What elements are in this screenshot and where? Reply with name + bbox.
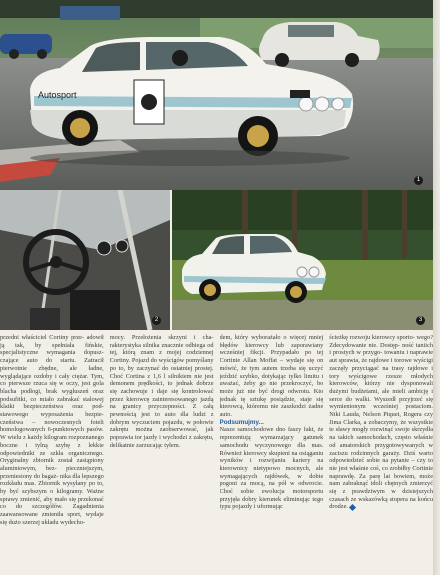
field-illustration (172, 190, 433, 330)
photo-race-car-main (0, 0, 433, 190)
interior-illustration (0, 190, 170, 330)
photo-car-field (172, 190, 433, 330)
article-column-1 (0, 334, 104, 570)
article-column-2 (110, 334, 214, 570)
photo-car-interior (0, 190, 170, 330)
column-1-text: przedni właściciel Cortiny prze- adowił ją tak, by spełniała fińskie, specjalistyczne wymagania dopusz- czające auto do startu. Zatracił pierwotnie zbędne, ale ładne, wyglądające ozdoby i cały ciężar. Tym, co pierwsze rzuca się w oczy, jest gola blacha podłogi, brak wygłuszeń oraz podsufitki, co miało zabrakać stalowej klatki bezpieczeństwa oraz pod- stawowego wyposażenia bezpie- czeństwa – nowoczesnych foteli homologowanych 6-punktowych pasów. W wielu z każdy kilogram rozpoznanego boczne i tylną szybę z lekkie odpowiedniki ze szkła organicznego. Oryginalny zbiornik został zastąpiony aluminiowym, bez- pieczniejszym, przeniesiony do bagaż- nika dla lepszego rozkładu mas. Zbiornik wysyłany po to, by być szybszym o kilogramy. Ważne sprawy zmienić, aby mało się przekonać co do szczegółów. Zagadnienia zaawansowane zmieniła sport, wydaje się dużo szerzej układu wydecho- (0, 334, 104, 526)
photo-number-badge: 2 (152, 316, 161, 325)
article-column-4 (329, 334, 433, 570)
column-2-text: mocy. Przełożenia skrzyni i cha- rakterystyka silnika znacznie odbiega od tej, którą znam z mojej codziennej Cortiny. Pojazd do wyścigów pomyślany po to, by zaczynać do ostatniej prostej. Choć Cortina z 1,6 l silnikiem nie jest demonem prędkości, to jednak dobrze się zachowuje i daje się kontrolować przez kierowcę zainteresowanego jazdą na granicy przyczepności. Z całą pewnością jest to auto dla ludzi z dobrym wyczuciem pojazdu, w połowie zakrętu można zaobserwować, jak poprawia tor jazdy i wychodzi z zakrętu, delikatnie zarzucając tyłem. (109, 334, 214, 449)
article-end-mark-icon (349, 503, 356, 510)
article-column-3 (220, 334, 324, 570)
subheading-summary: Podsumujmy... (219, 418, 264, 426)
column-3-text-part-2: Nasze samochodowe dno faszy fakt, że reprezentują wymarzający gatunek samochodu wyczynowego dla mas. Również kierowcy skupieni na osiąganiu wyników i rozwijaniu kariery na kierownicy nietypowo mocnych, ale wymagających rajdówek, w dobie pogoni za mocą, na pół w odwrocie. Choć sobie ewolucja motorsportu przyjęła dobry kierunek eliminując tego typu pojazdy i uformując (219, 426, 324, 511)
car-door-lettering: Autosport (38, 90, 77, 100)
page-edge-shadow (433, 0, 440, 575)
column-3-text-part-1: dem, który wyborażało o więcej mniej błędów kierowcy lub zaporawiany wcześniej fikcji. Przypadało po tej Cortinie Allan Moffat – wydaje się on mówić, że tym autem trzeba się uczyć jeździć szybko, dotykając tylko limitu i uważać, żeby go nie przekroczyć, bo może już nie być drogi odwrotu. Kto jednak tę sztukę posiądzie, staje się kierowcą, któremu nie zaszkodzi żadne auto. (219, 334, 324, 419)
article-body (0, 334, 433, 570)
race-car-illustration (0, 0, 433, 190)
photo-number-badge: 1 (414, 176, 423, 185)
photo-number-badge: 3 (416, 316, 425, 325)
column-4-text: ścieżkę rozwoju kierowcy sporto- wego? Zdecydowanie nie. Dostęp- ność taniich i prostych w przygo- towaniu i naprawie aut sprawia, że rajdowe i torowe wyścigi zaczęły przyciągać na trasy rajdowe i tory wyścigowe rzesze młodych kierowców, którzy nie dysponowali dużymi budżetami, ale mieli ambicję i serce do walki. Wyszedł przyjrzeć się wymienionym wcześniej postaciom. Niki Lauda, Nelson Piquet, Rogera czy Jima Clarka, a zobaczymy, że wszystkie te sławy mogły rozwinąć swoje skrzydła na takich samochodach, często właśnie od amatorskich przygotowywanych w zaciszu rodzinnych garaży. Dziś warto odpowiedzieć sobie na pytanie – czy to nie jest właśnie coś, co zrobiłby Cortinie naprawdę. Za parę lat bowiem, może nam zabraknąć idoli chętnych zmierzyć się z prawdziwym w dzisiejszych czasach ze wskazówką stopera na końcu drodze. (329, 334, 433, 511)
